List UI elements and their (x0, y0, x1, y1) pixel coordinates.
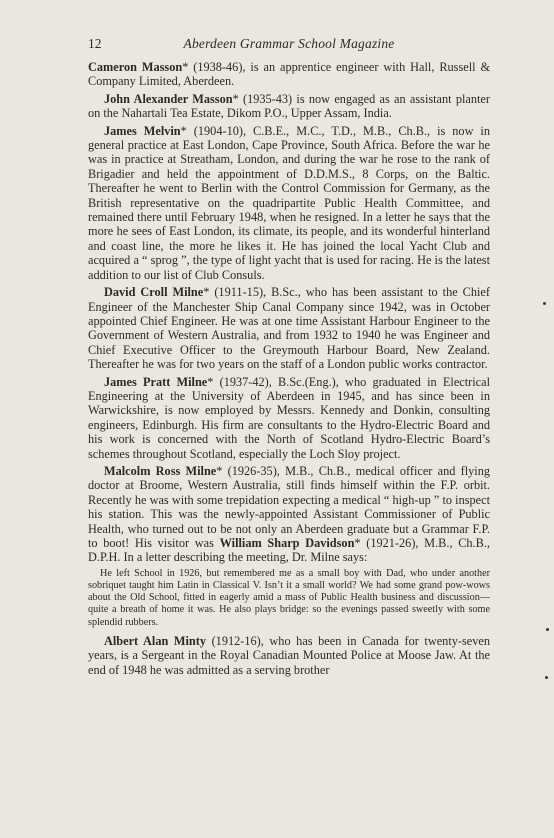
entry-cameron-masson (88, 60, 490, 89)
entry-text-after: * (1921-26), M.B., Ch.B., D.P.H. In a letter describing the meeting, Dr. Milne says: (88, 536, 490, 565)
entry-david-croll-milne (88, 285, 490, 371)
scan-speck (546, 628, 549, 631)
entry-text: * (1937-42), B.Sc.(Eng.), who graduated in Electrical Engineering at the University of Aberdeen in 1945, and has since been in Warwickshire, is now employed by Messrs. Kennedy and Donkin, consulting engineers, Edinburgh. His firm are consultants to the Hydro-Electric Board and his work is concerned with the North of Scotland Hydro-Electric Board’s schemes throughout Scotland, especially the Loch Sloy project. (88, 374, 490, 461)
scan-speck (543, 302, 546, 305)
entry-james-melvin (88, 124, 490, 282)
entry-text: * (1938-46), is an apprentice engineer with Hall, Russell & Company Limited, Aberdeen. (88, 60, 491, 89)
entry-name: James Pratt Milne (104, 374, 208, 389)
page-header (88, 36, 490, 54)
entry-text: * (1926-35), M.B., Ch.B., medical officer and flying doctor at Broome, Western Australia, still finds himself within the F.P. orbit. Recently he was with some trepidation expecting a medical “ high-up ” to inspect his station. This was the newly-appointed Assistant Commissioner of Public Health, who turned out to be not only an Aberdeen graduate but a Grammar F.P. to boot! His visitor was (88, 463, 490, 550)
entry-text: * (1904-10), C.B.E., M.C., T.D., M.B., Ch.B., is now in general practice at East London, Cape Province, South Africa. Before the war he was in practice at Streatham, London, and during the war he rose to the rank of Brigadier and held the appointment of D.D.M.S., 8 Corps, on the Baltic. Thereafter he went to Berlin with the Control Commission for Germany, as the British representative on the quadripartite Public Health Committee, and remained there until February 1948, when he resigned. In a letter he says that the more he sees of East London, its climate, its people, and its wonderful hinterland and coast line, the more he likes it. He has joined the local Yacht Club and acquired a “ sprog ”, the type of light yacht that is used for racing. He is the latest addition to our list of Club Consuls. (88, 123, 490, 282)
quoted-letter: He left School in 1926, but remembered me as a small boy with Dad, who under another sobriquet taught him Latin in Classical V. Isn’t it a small world? We had some grand pow-wows about the Old School, fitted in eagerly amid a mass of Public Health business and discussion—quite a breath of home it was. He also plays bridge: so the evenings passed sweetly with some splendid rubbers. (88, 567, 490, 628)
entry-text: * (1911-15), B.Sc., who has been assistant to the Chief Engineer of the Manchester Ship Canal Company since 1942, was in October appointed Chief Engineer. He was at one time Assistant Harbour Engineer to the Government of Western Australia, and from 1932 to 1940 he was Engineer and Chief Executive Officer to the Greymouth Harbour Board, New Zealand. Thereafter he was for two years on the staff of a London public works contractor. (88, 285, 490, 372)
entry-name: James Melvin (104, 123, 181, 138)
entry-albert-alan-minty (88, 634, 490, 677)
entry-name: John Alexander Masson (104, 91, 233, 106)
page-body (88, 60, 490, 680)
entry-name: David Croll Milne (104, 285, 204, 300)
scan-speck (545, 676, 548, 679)
entry-inline-name: William Sharp Davidson (219, 536, 355, 550)
entry-name: Albert Alan Minty (104, 633, 207, 648)
entry-text: (1912-16), who has been in Canada for twenty-seven years, is a Sergeant in the Royal Canadian Mounted Police at Moose Jaw. At the end of 1948 he was admitted as a serving brother (88, 633, 490, 677)
page-number: 12 (88, 36, 102, 51)
entry-malcolm-ross-milne (88, 464, 490, 565)
entry-name: Cameron Masson (88, 60, 183, 74)
running-title: Aberdeen Grammar School Magazine (183, 36, 395, 51)
entry-james-pratt-milne (88, 375, 490, 461)
entry-text: * (1935-43) is now engaged as an assistant planter on the Nahartali Tea Estate, Dikom P.O., Upper Assam, India. (88, 91, 490, 121)
entry-john-alexander-masson (88, 92, 490, 121)
entry-name: Malcolm Ross Milne (104, 463, 217, 478)
